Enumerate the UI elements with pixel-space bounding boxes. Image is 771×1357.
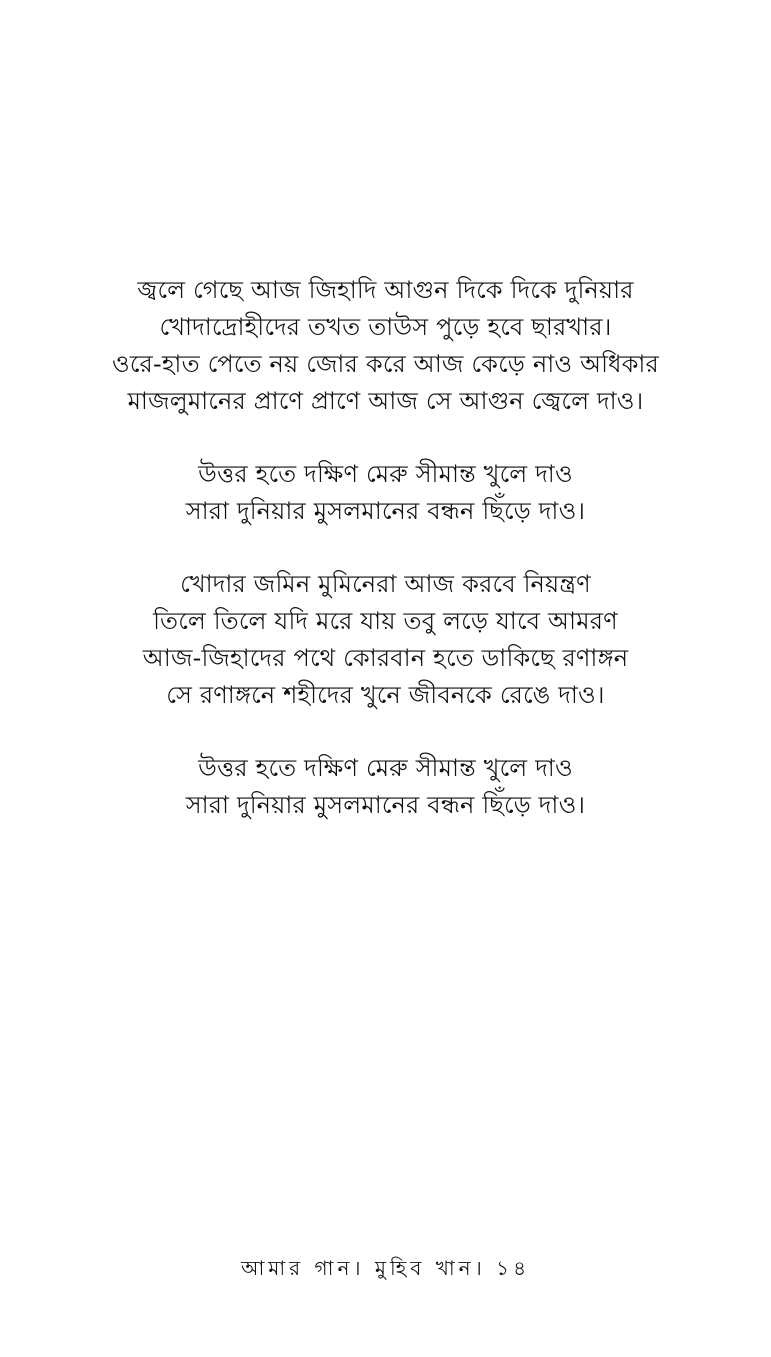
poem-line: খোদার জমিন মুমিনেরা আজ করবে নিয়ন্ত্রণ [180, 570, 591, 598]
stanza-3 [0, 566, 771, 714]
poem-line: মাজলুমানের প্রাণে প্রাণে আজ সে আগুন জ্বেলে দাও। [127, 387, 644, 415]
stanza-1 [0, 272, 771, 420]
poem-line: সারা দুনিয়ার মুসলমানের বন্ধন ছিঁড়ে দাও। [185, 791, 586, 819]
poem-line: খোদাদ্রোহীদের তখত তাউস পুড়ে হবে ছারখার। [159, 313, 612, 341]
page-footer: আমার গান। মুহিব খান। ১৪ [240, 1256, 531, 1280]
poem-line: উত্তর হতে দক্ষিণ মেরু সীমান্ত খুলে দাও [198, 754, 573, 782]
poem-line: উত্তর হতে দক্ষিণ মেরু সীমান্ত খুলে দাও [198, 460, 573, 488]
stanza-4-refrain [0, 750, 771, 824]
poem-line: সে রণাঙ্গনে শহীদের খুনে জীবনকে রেঙে দাও। [166, 681, 605, 709]
poem-line: সারা দুনিয়ার মুসলমানের বন্ধন ছিঁড়ে দাও। [185, 497, 586, 525]
stanza-2-refrain [0, 456, 771, 530]
poem-body [0, 272, 771, 860]
poem-line: তিলে তিলে যদি মরে যায় তবু লড়ে যাবে আমরণ [153, 607, 618, 635]
poem-line: আজ-জিহাদের পথে কোরবান হতে ডাকিছে রণাঙ্গন [142, 644, 629, 672]
poem-line: ওরে-হাত পেতে নয় জোর করে আজ কেড়ে নাও অধিকার [112, 350, 659, 378]
poem-line: জ্বলে গেছে আজ জিহাদি আগুন দিকে দিকে দুনিয়ার [137, 276, 634, 304]
